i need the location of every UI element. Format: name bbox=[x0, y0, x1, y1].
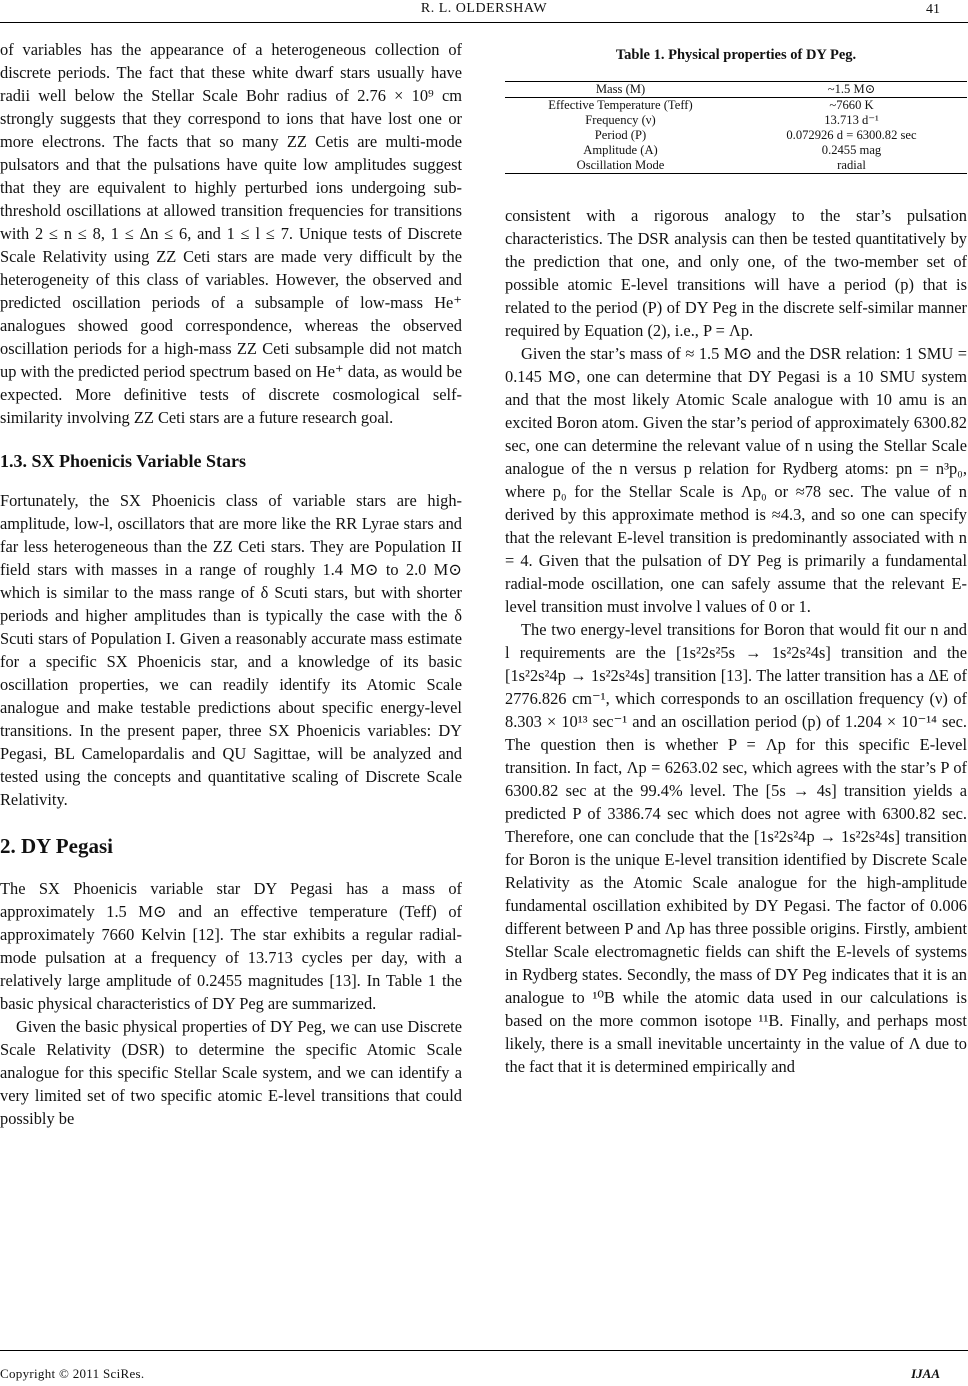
right-column bbox=[505, 38, 967, 1078]
page-footer bbox=[0, 1350, 968, 1386]
paragraph-sx-phoenicis: Fortunately, the SX Phoenicis class of variable stars are high-amplitude, low-l, oscillators that are more like the RR Lyrae stars and far less heterogeneous than the ZZ Ceti stars. They are Population II field stars with masses in a range of roughly 1.4 M⊙ to 2.0 M⊙ which is similar to the mass range of δ Scuti stars, but with shorter periods and higher amplitudes than is typically the case with the δ Scuti stars of Population I. Given a reasonably accurate mass estimate for a specific SX Phoenicis star, and a knowledge of its basic oscillation properties, we can readily identify its Atomic Scale analogue and make testable predictions about specific energy-level transitions. In the present paper, three SX Phoenicis variables: DY Pegasi, BL Camelopardalis and QU Sagittae, will be analyzed and tested using the concepts and quantitative scaling of Discrete Scale Relativity. bbox=[0, 491, 462, 809]
table-cell-label: Amplitude (A) bbox=[583, 143, 658, 157]
table-cell-value: 0.2455 mag bbox=[821, 143, 882, 157]
table-1 bbox=[505, 44, 967, 174]
table-row bbox=[505, 82, 967, 98]
paragraph-boron-analogue: Given the star’s mass of ≈ 1.5 M⊙ and the DSR relation: 1 SMU = 0.145 M⊙, one can determine that DY Pegasi is a 10 SMU system and that the most likely Atomic Scale analogue with 10 amu is an excited Boron atom. Given the star’s period of approximately 6300.82 sec, one can determine the relevant value of n using the Stellar Scale analogue of the n versus p relation for Rydberg atoms: pn = n³p₀, where p₀ for the Stellar Scale is Λp₀ or ≈78 sec. The value of n derived by this approximate method is ≈4.3, and so one can specify that the relevant E-level transition is predominantly associated with n = 4. Given that the pulsation of DY Peg is primarily a fundamental radial-mode oscillation, one can safely assume that the relevant E-level transition must involve l values of 0 or 1. bbox=[505, 344, 967, 616]
paragraph-zz-ceti: of variables has the appearance of a heterogeneous collection of discrete periods. The fact that these white dwarf stars usually have radii well below the Stellar Scale Bohr radius of 2.76 × 10⁹ cm strongly suggests that they correspond to ions that have lost one or more electrons. The facts that so many ZZ Cetis are multi-mode pulsators and that the pulsations have quite low amplitudes suggest that they are equivalent to highly perturbed ions undergoing sub-threshold oscillations at allowed transition frequencies for transitions with 2 ≤ n ≤ 8, 1 ≤ Δn ≤ 6, and 1 ≤ l ≤ 7. Unique tests of Discrete Scale Relativity using ZZ Ceti stars are made very difficult by the heterogeneity of this class of variables. However, the observed and predicted oscillation periods of a subsample of low-mass He⁺ analogues showed good correspondence, whereas the observed oscillation periods for a high-mass ZZ Ceti subsample did not match up with the predicted period spectrum based on He⁺ data, as would be expected. More definitive tests of discrete cosmological self-similarity involving ZZ Ceti stars are a future research goal. bbox=[0, 40, 462, 427]
table-row bbox=[505, 128, 967, 143]
table-cell-label: Frequency (ν) bbox=[585, 113, 656, 127]
paragraph-dy-pegasi-intro: The SX Phoenicis variable star DY Pegasi has a mass of approximately 1.5 M⊙ and an effective temperature (Teff) of approximately 7660 Kelvin [12]. The star exhibits a regular radial-mode pulsation at a frequency of 13.713 cycles per day, with a relatively large amplitude of 0.2455 magnitudes [13]. In Table 1 the basic physical characteristics of DY Peg are summarized. bbox=[0, 879, 462, 1013]
paragraph-boron-transitions: The two energy-level transitions for Boron that would fit our n and l requirements are the [1s²2s²5s → 1s²2s²4s] transition and the [1s²2s²4p → 1s²2s²4s] transition [13]. The latter transition has a ΔE of 2776.826 cm⁻¹, which corresponds to an oscillation frequency (ν) of 8.303 × 10¹³ sec⁻¹ and an oscillation period (p) of 1.204 × 10⁻¹⁴ sec. The question then is whether P = Λp for this specific E-level transition. In fact, Λp = 6263.02 sec, which agrees with the star’s P of 6300.82 sec at the 99.4% level. The [5s → 4s] transition yields a predicted P of 3386.74 sec which does not agree with 6300.82 sec. Therefore, one can conclude that the [1s²2s²4p → 1s²2s²4s] transition for Boron is the unique E-level transition identified by Discrete Scale Relativity as the Atomic Scale analogue for the high-amplitude fundamental oscillation exhibited by DY Pegasi. The factor of 0.006 different between P and Λp has three possible origins. Firstly, ambient Stellar Scale electromagnetic fields can shift the E-levels of systems in Rydberg states. Secondly, the mass of DY Peg indicates that it is an analogue to ¹⁰B while the atomic data used in our calculations is based on the more common isotope ¹¹B. Finally, and perhaps most likely, there is a small inevitable uncertainty in the value of Λ due to the fact that it is determined empirically and bbox=[505, 620, 967, 1076]
section-heading-dy-pegasi: 2. DY Pegasi bbox=[0, 834, 113, 858]
table-cell-label: Effective Temperature (Teff) bbox=[548, 98, 693, 112]
table-caption: Table 1. Physical properties of DY Peg. bbox=[615, 47, 857, 63]
properties-table bbox=[505, 81, 967, 174]
table-cell-value: 0.072926 d = 6300.82 sec bbox=[786, 128, 917, 142]
table-row bbox=[505, 158, 967, 174]
journal-abbreviation: IJAA bbox=[911, 1366, 940, 1381]
footer-rule bbox=[0, 1350, 968, 1351]
header-rule bbox=[0, 22, 968, 23]
table-cell-value: radial bbox=[736, 158, 967, 174]
table-cell-label: Mass (M) bbox=[505, 82, 736, 98]
table-cell-label: Oscillation Mode bbox=[505, 158, 736, 174]
table-row bbox=[505, 98, 967, 114]
left-column bbox=[0, 38, 462, 1130]
paragraph-dsr-analysis: consistent with a rigorous analogy to the star’s pulsation characteristics. The DSR analysis can then be tested quantitatively by the prediction that one, and only one, of the two-member set of possible atomic E-level transitions will have a period (p) that is related to the period (P) of DY Peg in the discrete self-similar manner required by Equation (2), i.e., P = Λp. bbox=[505, 206, 967, 340]
table-cell-label: Period (P) bbox=[594, 128, 647, 142]
paragraph-dsr-setup: Given the basic physical properties of DY Peg, we can use Discrete Scale Relativity (DSR) to determine the specific Atomic Scale analogue for this specific Stellar Scale system, and we can identify a very limited set of two specific atomic E-level transitions that could possibly be bbox=[0, 1017, 462, 1128]
table-row bbox=[505, 143, 967, 158]
table-cell-value: 13.713 d⁻¹ bbox=[824, 113, 879, 127]
copyright-notice: Copyright © 2011 SciRes. bbox=[0, 1366, 145, 1381]
running-head-author: R. L. OLDERSHAW bbox=[420, 1, 548, 16]
page-number: 41 bbox=[926, 2, 940, 17]
section-heading-sx-phoenicis: 1.3. SX Phoenicis Variable Stars bbox=[0, 451, 247, 471]
table-row bbox=[505, 113, 967, 128]
page-header bbox=[0, 0, 968, 30]
table-cell-value: ~7660 K bbox=[829, 98, 874, 112]
table-cell-value: ~1.5 M⊙ bbox=[736, 82, 967, 98]
